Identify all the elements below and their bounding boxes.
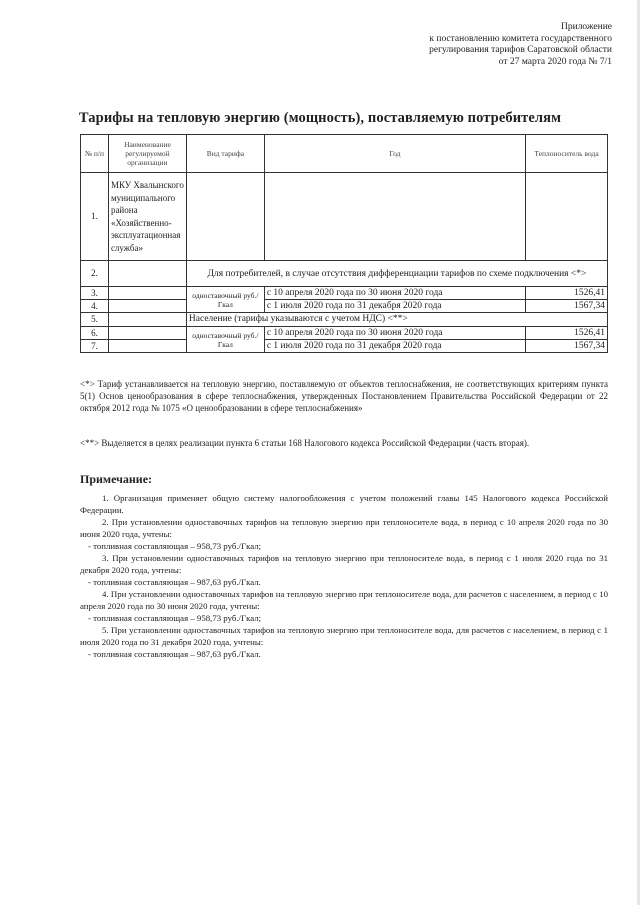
table-row — [81, 261, 608, 287]
footnote-text: <*> Тариф устанавливается на тепловую энергию, поставляемую от объектов теплоснабжения, не соответствующих критериям пункта 5(1) Основ ценообразования в сфере теплоснабжения, утвержденных Постановлением Правительства Российской Федерации от 22 октября 2012 года № 1075 «О ценообразовании в сфере теплоснабжения» — [80, 379, 608, 413]
row-number: 5. — [81, 313, 109, 327]
table-row — [81, 327, 608, 340]
empty-cell — [108, 300, 186, 313]
table-header-row — [81, 135, 608, 173]
table-row — [81, 340, 608, 353]
empty-cell — [108, 327, 186, 340]
header-carrier: Теплоноситель вода — [526, 135, 608, 173]
header-line: к постановлению комитета государственного — [429, 33, 612, 44]
empty-cell — [108, 340, 186, 353]
table-row — [81, 313, 608, 327]
tariff-period: с 1 июля 2020 года по 31 декабря 2020 года — [264, 300, 525, 313]
tariff-value: 1567,34 — [526, 300, 608, 313]
tariff-table — [80, 134, 608, 353]
footnote-double-asterisk — [80, 437, 608, 449]
header-line: регулирования тарифов Саратовской области — [429, 45, 612, 55]
document-title: Тарифы на тепловую энергию (мощность), поставляемую потребителям — [78, 110, 562, 126]
tariff-period: с 1 июля 2020 года по 31 декабря 2020 года — [264, 340, 525, 353]
footnote-single-asterisk — [80, 378, 608, 414]
tariff-value: 1526,41 — [526, 327, 608, 340]
note-subitem: - топливная составляющая – 987,63 руб./Гкал. — [88, 577, 261, 587]
tariff-type: одноставочный руб./Гкал — [186, 327, 264, 353]
empty-cell — [108, 261, 186, 287]
tariff-type: одноставочный руб./Гкал — [186, 287, 264, 313]
section-label: Население (тарифы указываются с учетом НДС) <**> — [186, 313, 607, 327]
table-row — [81, 287, 608, 300]
approval-header — [312, 22, 612, 68]
row-number: 7. — [81, 340, 109, 353]
row-number: 1. — [81, 173, 109, 261]
empty-cell — [526, 173, 608, 261]
row-number: 2. — [81, 261, 109, 287]
empty-cell — [186, 173, 264, 261]
tariff-period: с 10 апреля 2020 года по 30 июня 2020 года — [264, 327, 525, 340]
note-subitem: - топливная составляющая – 958,73 руб./Гкал; — [88, 541, 262, 551]
empty-cell — [108, 287, 186, 300]
header-line: Приложение — [561, 22, 612, 32]
tariff-period: с 10 апреля 2020 года по 30 июня 2020 года — [264, 287, 525, 300]
note-subitem: - топливная составляющая – 958,73 руб./Гкал; — [88, 613, 262, 623]
header-org: Наименование регулируемой организации — [108, 135, 186, 173]
note-paragraph: 2. При установлении одноставочных тарифов на тепловую энергию при теплоносителе вода, в период с 10 апреля 2020 года по 30 июня 2020 года, учтены: — [80, 517, 608, 539]
note-subitem: - топливная составляющая – 987,63 руб./Гкал. — [88, 649, 261, 659]
note-paragraph: 3. При установлении одноставочных тарифов на тепловую энергию при теплоносителе вода, в период с 1 июля 2020 года по 31 декабря 2020 года, учтены: — [80, 553, 608, 575]
section-label: Для потребителей, в случае отсутствия дифференциации тарифов по схеме подключения <*> — [186, 261, 607, 287]
header-num: № п/п — [81, 135, 109, 173]
table-row — [81, 300, 608, 313]
header-line: от 27 марта 2020 года № 7/1 — [498, 56, 612, 67]
table-row — [81, 173, 608, 261]
note-paragraph: 5. При установлении одноставочных тарифов на тепловую энергию при теплоносителе вода, для расчетов с населением, в период с 1 июля 2020 года по 31 декабря 2020 года, учтены: — [80, 625, 608, 647]
header-year: Год — [264, 135, 525, 173]
notes-heading: Примечание: — [80, 472, 153, 486]
tariff-value: 1526,41 — [526, 287, 608, 300]
row-number: 3. — [81, 287, 109, 300]
note-paragraph: 4. При установлении одноставочных тарифов на тепловую энергию при теплоносителе вода, для расчетов с населением, в период с 10 апреля 2020 года по 30 июня 2020 года, учтены: — [80, 589, 608, 611]
footnote-text: <**> Выделяется в целях реализации пункта 6 статьи 168 Налогового кодекса Российской Федерации (часть вторая). — [80, 438, 530, 448]
empty-cell — [264, 173, 525, 261]
empty-cell — [108, 313, 186, 327]
note-paragraph: 1. Организация применяет общую систему налогообложения с учетом положений главы 145 Налогового кодекса Российской Федерации. — [80, 493, 608, 515]
header-type: Вид тарифа — [186, 135, 264, 173]
row-number: 4. — [81, 300, 109, 313]
notes-section — [80, 492, 608, 660]
row-number: 6. — [81, 327, 109, 340]
tariff-value: 1567,34 — [526, 340, 608, 353]
organization-name: МКУ Хвалынского муниципального района «Хозяйственно-эксплуатационная служба» — [108, 173, 186, 261]
